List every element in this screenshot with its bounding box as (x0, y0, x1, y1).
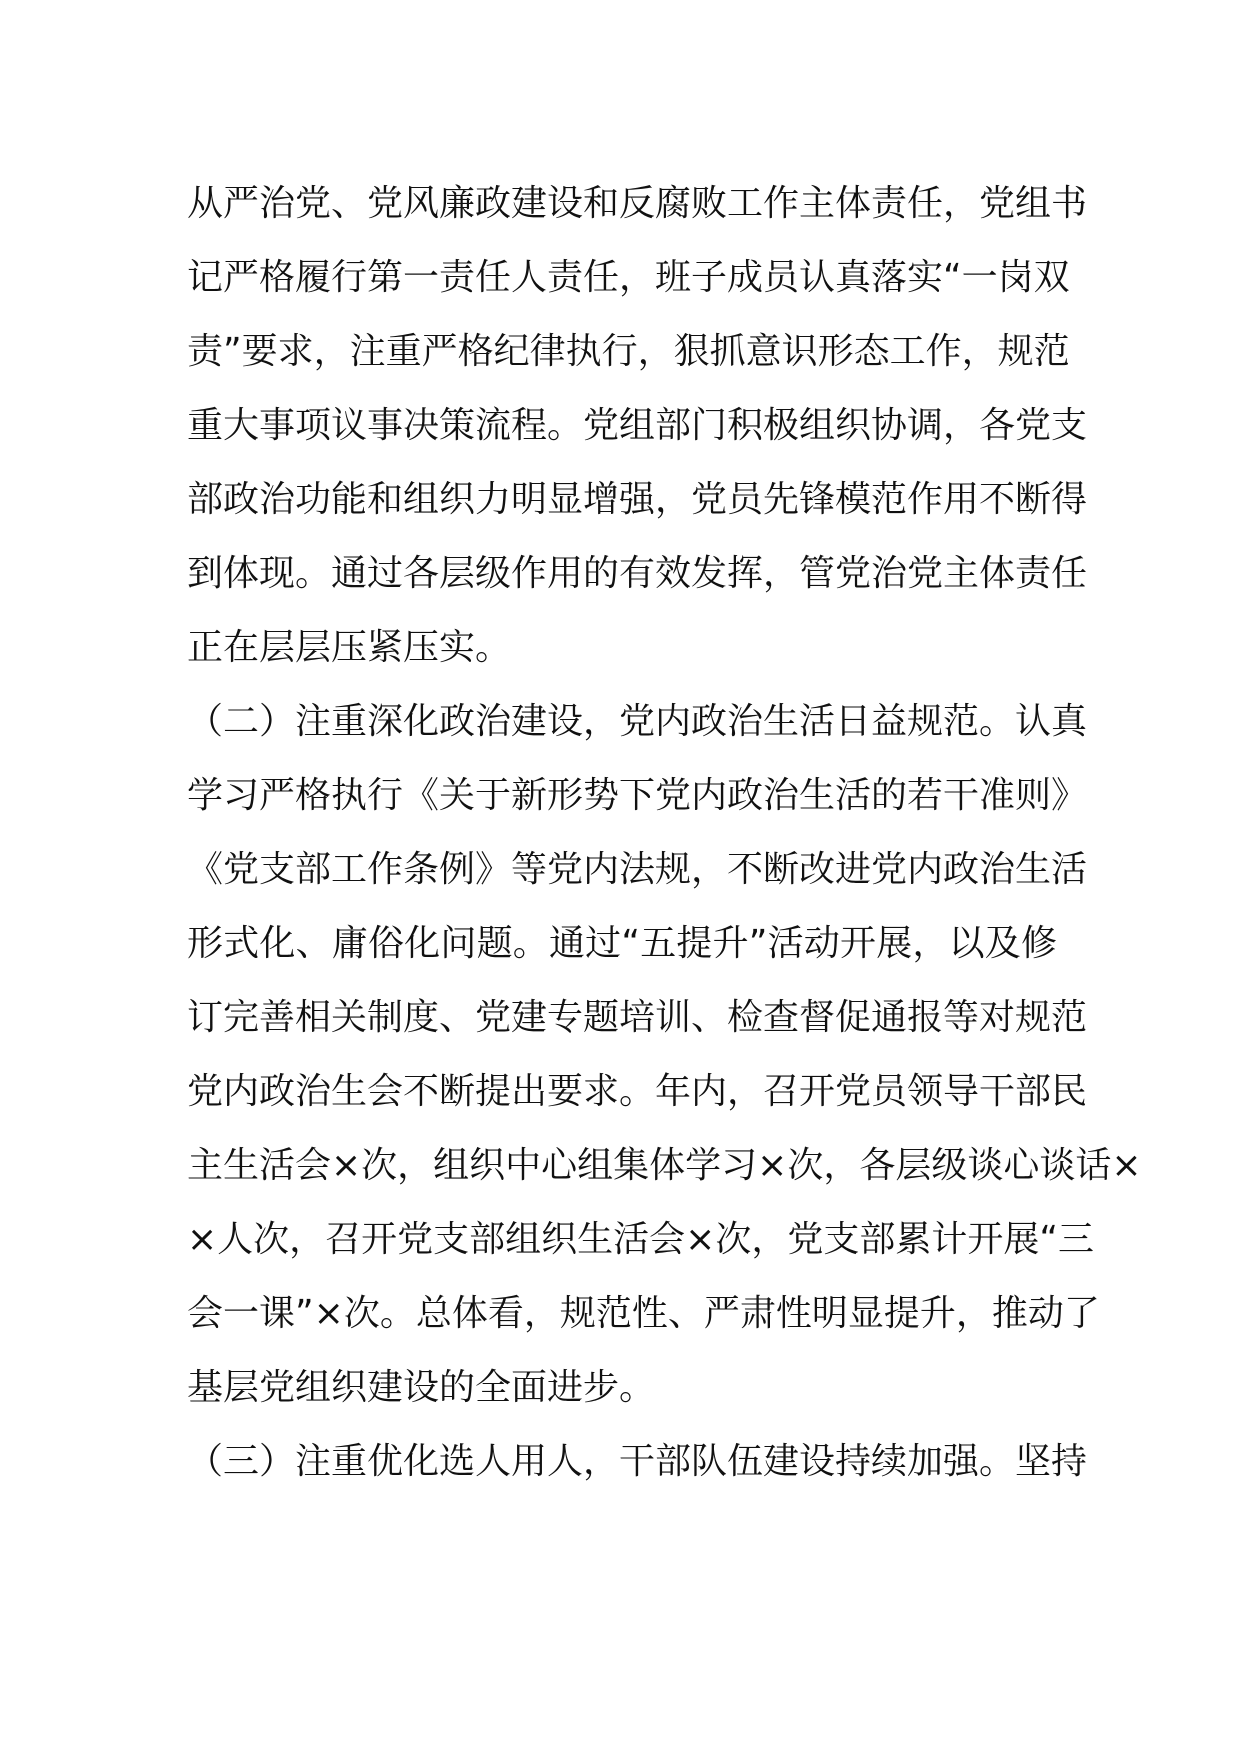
text-line: 记严格履行第一责任人责任，班子成员认真落实“一岗双 (187, 257, 1070, 298)
document-body (187, 167, 1142, 1499)
text-line: 《党支部工作条例》等党内法规，不断改进党内政治生活 (187, 849, 1088, 890)
text-line: 主生活会×次，组织中心组集体学习×次，各层级谈心谈话× (187, 1145, 1142, 1186)
text-line: 从严治党、党风廉政建设和反腐败工作主体责任，党组书 (187, 183, 1088, 224)
text-line: 责”要求，注重严格纪律执行，狠抓意识形态工作，规范 (187, 331, 1070, 372)
text-line: ×人次，召开党支部组织生活会×次，党支部累计开展“三 (187, 1219, 1094, 1260)
text-line: 部政治功能和组织力明显增强，党员先锋模范作用不断得 (187, 479, 1088, 520)
text-line: 订完善相关制度、党建专题培训、检查督促通报等对规范 (187, 997, 1088, 1038)
text-line: 党内政治生会不断提出要求。年内，召开党员领导干部民 (187, 1071, 1088, 1112)
text-line: 到体现。通过各层级作用的有效发挥，管党治党主体责任 (187, 553, 1088, 594)
text-line: （二）注重深化政治建设，党内政治生活日益规范。认真 (187, 701, 1088, 742)
text-line: 基层党组织建设的全面进步。 (187, 1367, 656, 1408)
text-line: （三）注重优化选人用人，干部队伍建设持续加强。坚持 (187, 1441, 1088, 1482)
text-line: 正在层层压紧压实。 (187, 627, 512, 668)
paragraph-3 (187, 1425, 1088, 1499)
paragraph-1 (187, 167, 1088, 685)
text-line: 会一课”×次。总体看，规范性、严肃性明显提升，推动了 (187, 1293, 1100, 1334)
text-line: 重大事项议事决策流程。党组部门积极组织协调，各党支 (187, 405, 1088, 446)
text-line: 学习严格执行《关于新形势下党内政治生活的若干准则》 (187, 775, 1088, 816)
text-line: 形式化、庸俗化问题。通过“五提升”活动开展，以及修 (187, 923, 1057, 964)
paragraph-2 (187, 685, 1142, 1425)
